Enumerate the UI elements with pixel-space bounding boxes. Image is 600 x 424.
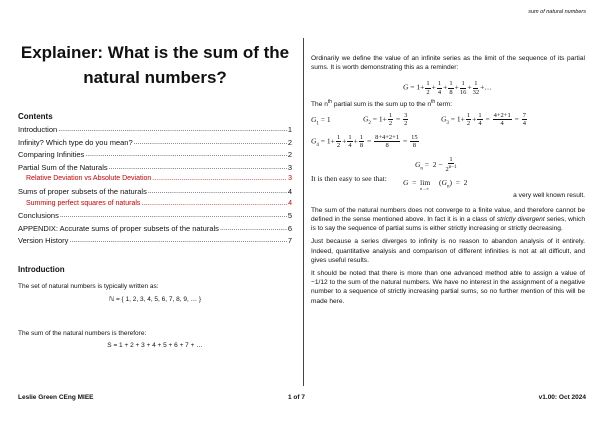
toc-entry[interactable]	[18, 136, 292, 149]
toc-leader-dots	[60, 209, 287, 222]
toc-entry-label: APPENDIX: Accurate sums of proper subsets of the naturals	[18, 223, 219, 233]
toc-entry-page: 3	[287, 162, 292, 172]
footer-version: v1.00: Oct 2024	[538, 394, 586, 401]
right-column	[311, 54, 585, 306]
toc-leader-dots	[220, 222, 287, 235]
toc-entry-label: Sums of proper subsets of the naturals	[18, 186, 147, 196]
right-paragraph-3: It is then easy to see that:	[311, 173, 387, 183]
toc-leader-dots	[109, 161, 287, 174]
toc-leader-dots	[69, 234, 286, 247]
toc-entry[interactable]	[18, 173, 292, 185]
limit-result-note: a very well known result.	[513, 191, 585, 199]
toc-entry[interactable]	[18, 123, 292, 136]
document-title: Explainer: What is the sum of the natural numbers?	[20, 43, 290, 87]
toc-entry-label: Comparing Infinities	[18, 150, 85, 160]
toc-entry-page: 6	[287, 223, 292, 233]
running-header: sum of natural numbers	[528, 9, 586, 15]
natural-set-equation: ℕ = { 1, 2, 3, 4, 5, 6, 7, 8, 9, … }	[108, 295, 202, 303]
toc-entry-label: Summing perfect squares of naturals	[26, 199, 141, 207]
limit-equation: It is then easy to see that: $G = \lim_{n\to\infty}(G_n) = 2$ a very well known result.	[311, 173, 585, 199]
toc-leader-dots	[134, 136, 287, 149]
toc-entry-page: 3	[288, 175, 292, 183]
toc-leader-dots	[58, 123, 287, 136]
toc-leader-dots	[85, 148, 287, 161]
toc-entry-label: Infinity? Which type do you mean?	[18, 137, 133, 147]
toc-entry-page: 4	[288, 199, 292, 207]
toc-leader-dots	[152, 173, 287, 185]
toc-entry-page: 2	[287, 137, 292, 147]
toc-entry-label: Conclusions	[18, 211, 59, 221]
toc-entry[interactable]	[18, 185, 292, 198]
toc-entry-page: 4	[287, 186, 292, 196]
contents-heading: Contents	[18, 112, 53, 121]
toc-entry[interactable]	[18, 234, 292, 247]
intro-paragraph-2: The sum of the natural numbers is therefore:	[18, 329, 147, 337]
general-partial-sum: $G_n = 2$ − $\frac{1}{2^{n-1}}$	[415, 155, 457, 174]
partial-sums-row-2: $G_4 = 1+$ $\frac{1}{2}$ + $\frac{1}{4}$ + $\frac{1}{8}$ = $\frac{8+4+2+1}{8}$ = $\frac{15}{8}$	[311, 133, 418, 150]
toc-leader-dots	[141, 198, 287, 210]
toc-entry[interactable]	[18, 161, 292, 174]
footer-page-number: 1 of 7	[288, 394, 305, 401]
toc-entry-label: Relative Deviation vs Absolute Deviation	[26, 175, 152, 183]
page-footer	[0, 394, 600, 408]
intro-paragraph-1: The set of natural numbers is typically written as:	[18, 282, 159, 290]
right-paragraph-5: Just because a series diverges to infinity is no reason to abandon analysis of it entirely. Indeed, quantitative analysis and comparison of different infinities is not at all difficult, and gives useful results.	[311, 238, 585, 264]
table-of-contents	[18, 123, 292, 247]
toc-entry-page: 1	[287, 125, 292, 134]
sum-equation: S = 1 + 2 + 3 + 4 + 5 + 6 + 7 + …	[107, 341, 203, 349]
toc-entry-page: 5	[287, 211, 292, 221]
introduction-heading: Introduction	[18, 264, 65, 274]
left-column	[18, 40, 292, 349]
toc-entry-label: Version History	[18, 236, 69, 246]
right-paragraph-6: It should be noted that there is more than one advanced method able to assign a value of −1/12 to the sum of the natural numbers. We have no interest in the assignment of a negative number to a sequence of strictly increasing partial sums, so no further mention of this will be made here.	[311, 270, 585, 305]
toc-entry-label: Introduction	[18, 125, 58, 134]
partial-sums-row-1: $G_1 = 1$ $G_2 = 1+$ $\frac{1}{2}$ = $\frac{3}{2}$ $G_3 = 1+$ $\frac{1}{2}$ + $\frac{1}{4}$ = $\frac{4+2+1}{4}$ = $\frac{7}{4}$	[311, 111, 526, 128]
toc-entry[interactable]	[18, 148, 292, 161]
right-paragraph-2: The $n^{th}$ partial sum is the sum up to the $n^{th}$ term:	[311, 99, 453, 109]
toc-entry-page: 2	[287, 150, 292, 160]
series-equation-G: G = 1+ $\frac{1}{2}$ + $\frac{1}{4}$ + $\frac{1}{8}$ + $\frac{1}{16}$ + $\frac{1}{32}$ +…	[403, 80, 492, 96]
toc-leader-dots	[148, 185, 287, 198]
toc-entry[interactable]	[18, 209, 292, 222]
toc-entry-label: Partial Sum of the Naturals	[18, 162, 108, 172]
right-paragraph-4: The sum of the natural numbers does not converge to a finite value, and therefore cannot be defined in the sense mentioned above. In fact it is in a class of strictly divergent series, which is to say the sequence of partial sums is either strictly increasing or strictly decreasing.	[311, 206, 585, 233]
column-divider	[303, 38, 304, 386]
footer-author: Leslie Green CEng MIEE	[18, 394, 94, 401]
toc-entry[interactable]	[18, 198, 292, 210]
toc-entry[interactable]	[18, 222, 292, 235]
right-paragraph-1: Ordinarily we define the value of an infinite series as the limit of the sequence of its partial sums. It is worth demonstrating this as a reminder:	[311, 55, 585, 72]
toc-entry-page: 7	[287, 236, 292, 246]
